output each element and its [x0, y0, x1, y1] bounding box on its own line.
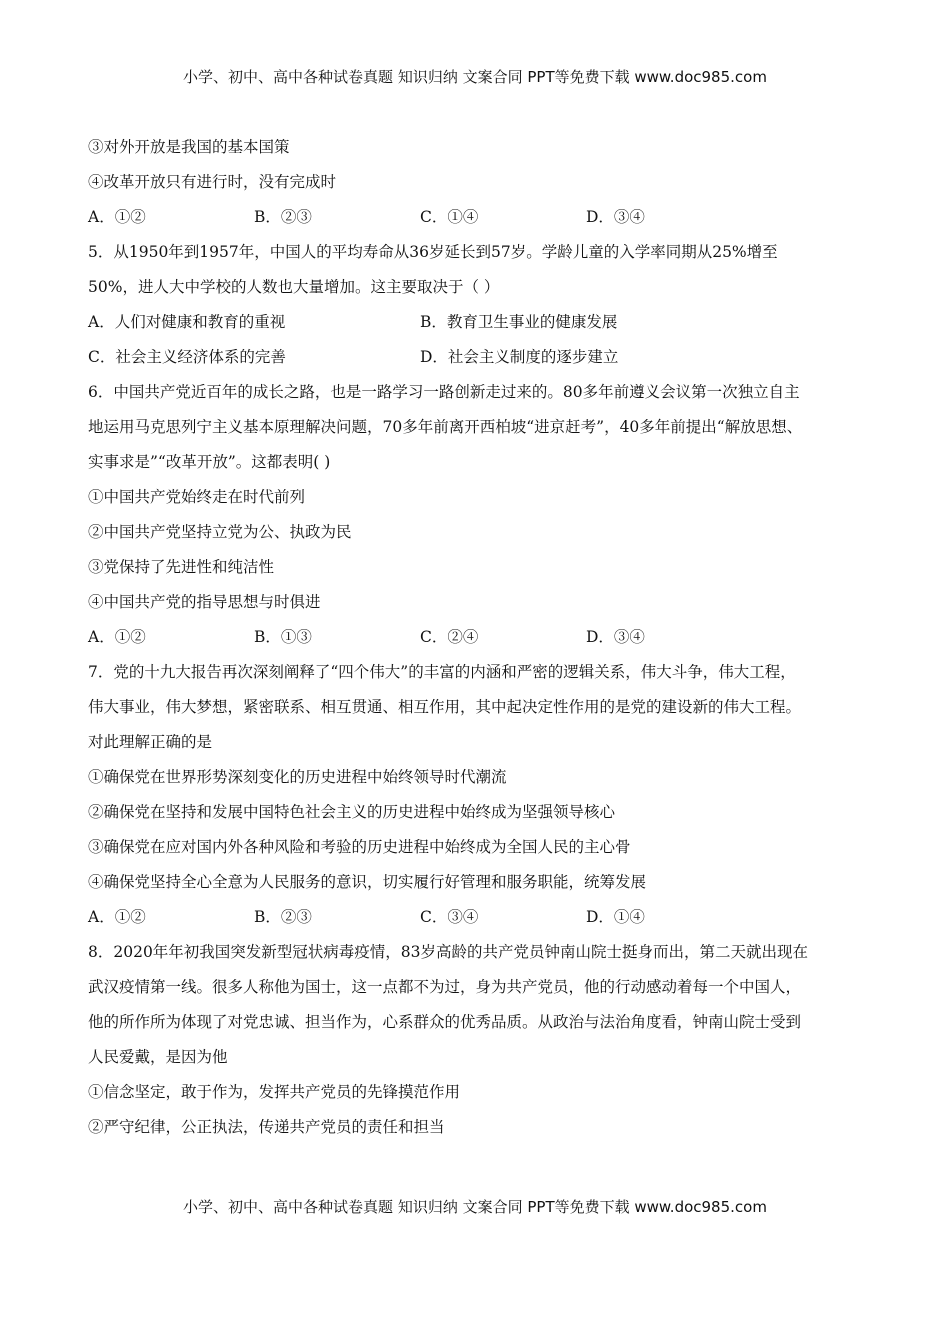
q8-stem-1: 8．2020年年初我国突发新型冠状病毒疫情，83岁高龄的共产党员钟南山院士挺身而出，第二天就出现在	[88, 943, 809, 961]
page-header: 小学、初中、高中各种试卷真题 知识归纳 文案合同 PPT等免费下载 www.doc985.com	[183, 68, 767, 86]
option-d: D．③④	[586, 628, 645, 646]
q6-item-2: ②中国共产党坚持立党为公、执政为民	[88, 523, 352, 541]
q7-item-3: ③确保党在应对国内外各种风险和考验的历史进程中始终成为全国人民的主心骨	[88, 838, 631, 856]
q6-stem-3: 实事求是”“改革开放”。这都表明( )	[88, 453, 331, 471]
q5-stem-2: 50%，进人大中学校的人数也大量增加。这主要取决于（ ）	[88, 278, 500, 296]
page-footer: 小学、初中、高中各种试卷真题 知识归纳 文案合同 PPT等免费下载 www.doc985.com	[183, 1198, 767, 1216]
q4-item-3: ③对外开放是我国的基本国策	[88, 138, 290, 156]
option-d: D．③④	[586, 208, 645, 226]
option-c: C．①④	[420, 208, 479, 226]
q5-stem-1: 5．从1950年到1957年，中国人的平均寿命从36岁延长到57岁。学龄儿童的入学率同期从25%增至	[88, 243, 778, 261]
option-a: A．人们对健康和教育的重视	[88, 313, 286, 331]
option-a: A．①②	[88, 908, 146, 926]
option-c: C．社会主义经济体系的完善	[88, 348, 286, 366]
q6-options	[88, 625, 888, 660]
option-a: A．①②	[88, 208, 146, 226]
q8-item-2: ②严守纪律，公正执法，传递共产党员的责任和担当	[88, 1118, 445, 1136]
q8-stem-3: 他的所作所为体现了对党忠诚、担当作为，心系群众的优秀品质。从政治与法治角度看，钟南山院士受到	[88, 1013, 802, 1031]
option-b: B．教育卫生事业的健康发展	[420, 313, 618, 331]
q7-stem-3: 对此理解正确的是	[88, 733, 213, 751]
option-d: D．①④	[586, 908, 645, 926]
q5-options-row2	[88, 345, 888, 380]
exam-content	[88, 135, 888, 1150]
q4-options	[88, 205, 888, 240]
option-c: C．②④	[420, 628, 479, 646]
option-c: C．③④	[420, 908, 479, 926]
q6-item-3: ③党保持了先进性和纯洁性	[88, 558, 275, 576]
q6-stem-1: 6．中国共产党近百年的成长之路，也是一路学习一路创新走过来的。80多年前遵义会议第一次独立自主	[88, 383, 800, 401]
q8-stem-2: 武汉疫情第一线。很多人称他为国士，这一点都不为过，身为共产党员，他的行动感动着每一个中国人，	[88, 978, 802, 996]
q7-stem-2: 伟大事业，伟大梦想，紧密联系、相互贯通、相互作用，其中起决定性作用的是党的建设新的伟大工程。	[88, 698, 802, 716]
q7-stem-1: 7．党的十九大报告再次深刻阐释了“四个伟大”的丰富的内涵和严密的逻辑关系，伟大斗争，伟大工程，	[88, 663, 796, 681]
q4-item-4: ④改革开放只有进行时，没有完成时	[88, 173, 337, 191]
option-b: B．②③	[254, 908, 312, 926]
option-d: D．社会主义制度的逐步建立	[420, 348, 619, 366]
q7-item-4: ④确保党坚持全心全意为人民服务的意识，切实履行好管理和服务职能，统筹发展	[88, 873, 647, 891]
q6-stem-2: 地运用马克思列宁主义基本原理解决问题，70多年前离开西柏坡“进京赶考”，40多年前提出“解放思想、	[88, 418, 803, 436]
q7-options	[88, 905, 888, 940]
q8-item-1: ①信念坚定，敢于作为，发挥共产党员的先锋摸范作用	[88, 1083, 461, 1101]
option-b: B．②③	[254, 208, 312, 226]
q7-item-1: ①确保党在世界形势深刻变化的历史进程中始终领导时代潮流	[88, 768, 507, 786]
q7-item-2: ②确保党在坚持和发展中国特色社会主义的历史进程中始终成为坚强领导核心	[88, 803, 616, 821]
q6-item-4: ④中国共产党的指导思想与时俱进	[88, 593, 321, 611]
q5-options-row1	[88, 310, 888, 345]
q8-stem-4: 人民爱戴，是因为他	[88, 1048, 228, 1066]
q6-item-1: ①中国共产党始终走在时代前列	[88, 488, 306, 506]
option-a: A．①②	[88, 628, 146, 646]
option-b: B．①③	[254, 628, 312, 646]
